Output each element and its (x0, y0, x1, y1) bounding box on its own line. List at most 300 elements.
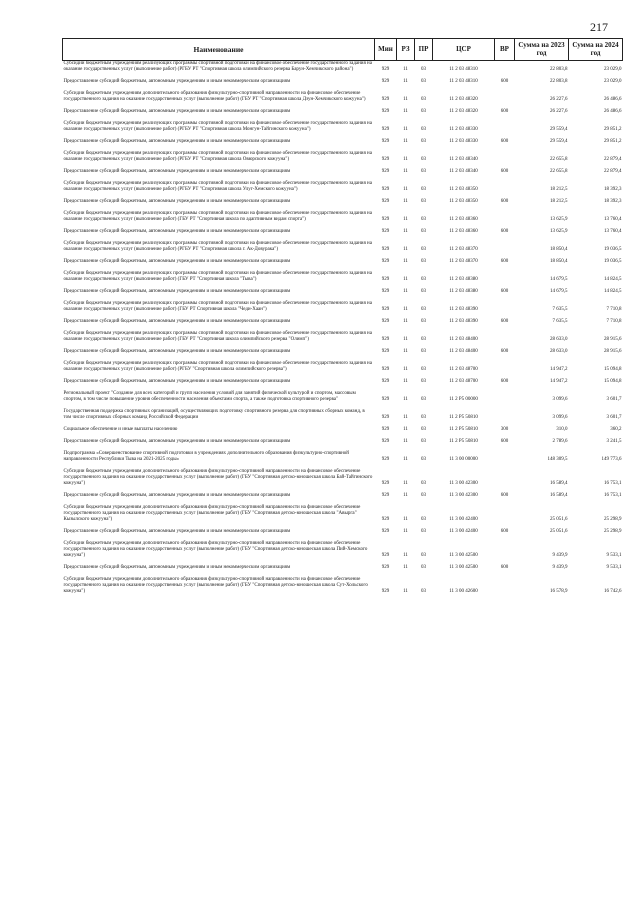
row-rz: 11 (403, 229, 408, 234)
budget-table (62, 38, 623, 601)
row-vr: 600 (500, 199, 509, 204)
row-sum-2024: 3 601,7 (606, 415, 622, 420)
row-pr: 03 (421, 97, 426, 102)
row-name: Субсидии бюджетным учреждениям реализующих программы спортивной подготовки на финансовое обеспечение государственного задания на оказание государственных услуг (выполнение работ) (ГБУ РТ "Спортивная школа олимпийского резерва "Олимп") (63, 331, 372, 342)
row-min: 929 (381, 517, 390, 522)
row-csr: 11 2 03 48700 (449, 379, 478, 384)
row-min: 929 (381, 127, 390, 132)
row-vr (495, 211, 515, 223)
row-vr: 600 (500, 139, 509, 144)
row-rz: 11 (403, 217, 408, 222)
row-min: 929 (381, 217, 390, 222)
row-name: Субсидии бюджетным учреждениям реализующих программы спортивной подготовки на финансовое обеспечение государственного задания на оказание государственных услуг (выполнение работ) (ГБУ РТ "Спортивная школа "Тыва") (63, 271, 372, 282)
row-csr: 11 2 03 48700 (449, 367, 478, 372)
row-vr: 600 (500, 319, 509, 324)
row-csr: 11 3 00 42400 (449, 517, 478, 522)
row-sum-2024: 26 486,6 (604, 97, 622, 102)
row-pr: 03 (421, 229, 426, 234)
row-name: Предоставление субсидий бюджетным, автономным учреждениям и иным некоммерческим организациям (63, 229, 291, 234)
row-min: 929 (381, 367, 390, 372)
row-sum-2024: 26 486,6 (604, 109, 622, 114)
row-sum-2023: 7 635,5 (552, 307, 568, 312)
row-pr: 03 (421, 379, 426, 384)
row-rz: 11 (403, 439, 408, 444)
row-csr: 11 2 03 48330 (449, 127, 478, 132)
row-name: Субсидии бюджетным учреждениям дополнительного образования физкультурно-спортивной направленности на финансовое обеспечение государственного задания на оказание государственных услуг (выполнение работ) (ГБУ РТ "Спортивная школа Дзун-Хемчикского кожууна") (63, 91, 366, 102)
row-vr (495, 451, 515, 463)
row-csr: 11 3 00 42500 (449, 553, 478, 558)
row-name: Предоставление субсидий бюджетным, автономным учреждениям и иным некоммерческим организациям (63, 349, 291, 354)
row-sum-2023: 14 679,5 (550, 289, 568, 294)
row-sum-2023: 3 099,6 (552, 415, 568, 420)
row-csr: 11 3 00 42300 (449, 481, 478, 486)
row-sum-2024: 19 036,5 (604, 259, 622, 264)
row-name: Субсидии бюджетным учреждениям реализующих программы спортивной подготовки на финансовое обеспечение государственного задания на оказание государственных услуг (выполнение работ) (РГБУ РТ "Спортивная школа Овюрского кожууна") (63, 151, 372, 162)
row-vr (495, 121, 515, 133)
table-row (63, 469, 623, 487)
row-csr: 11 2 03 48360 (449, 229, 478, 234)
row-csr: 11 2 P5 00000 (449, 397, 478, 402)
row-pr: 03 (421, 109, 426, 114)
row-csr: 11 2 03 48350 (449, 187, 478, 192)
row-pr: 03 (421, 553, 426, 558)
row-rz: 11 (403, 379, 408, 384)
row-sum-2023: 148 309,5 (547, 457, 568, 462)
row-sum-2024: 16 742,6 (604, 589, 622, 594)
row-sum-2023: 18 850,4 (550, 259, 568, 264)
row-csr: 11 2 P5 50810 (449, 439, 478, 444)
row-pr: 03 (421, 493, 426, 498)
row-name: Предоставление субсидий бюджетным, автономным учреждениям и иным некоммерческим организациям (63, 565, 291, 570)
row-pr: 03 (421, 589, 426, 594)
row-sum-2023: 13 625,9 (550, 229, 568, 234)
table-row (63, 151, 623, 163)
row-pr: 03 (421, 289, 426, 294)
row-csr: 11 3 00 42600 (449, 589, 478, 594)
row-vr (495, 151, 515, 163)
row-vr: 300 (500, 427, 509, 432)
row-min: 929 (381, 589, 390, 594)
row-name: Субсидии бюджетным учреждениям реализующих программы спортивной подготовки на финансовое обеспечение государственного задания на оказание государственных услуг (выполнение работ) (ГБУ РТ "Спортивная школа по адаптивным видам спорта") (63, 211, 372, 222)
table-row (63, 181, 623, 193)
row-rz: 11 (403, 139, 408, 144)
row-csr: 11 3 00 42400 (449, 529, 478, 534)
row-vr: 600 (500, 493, 509, 498)
row-sum-2023: 29 559,4 (550, 139, 568, 144)
row-sum-2024: 14 824,5 (604, 277, 622, 282)
row-name: Предоставление субсидий бюджетным, автономным учреждениям и иным некоммерческим организациям (63, 289, 291, 294)
row-rz: 11 (403, 67, 408, 72)
row-rz: 11 (403, 169, 408, 174)
row-spacer (63, 595, 623, 601)
row-csr: 11 3 00 00000 (449, 457, 478, 462)
row-sum-2023: 16 589,4 (550, 493, 568, 498)
row-min: 929 (381, 397, 390, 402)
row-name: Предоставление субсидий бюджетным, автономным учреждениям и иным некоммерческим организациям (63, 199, 291, 204)
header-min: Мин (375, 39, 397, 61)
row-name: Субсидии бюджетным учреждениям дополнительного образования физкультурно-спортивной направленности на финансовое обеспечение государственного задания на оказание государственных услуг (выполнение работ) (ГБУ "Спортивная детско-юношеская школа Пий-Хемского кожууна") (63, 541, 368, 558)
row-pr: 03 (421, 415, 426, 420)
row-rz: 11 (403, 529, 408, 534)
table-row (63, 241, 623, 253)
row-csr: 11 2 03 48390 (449, 307, 478, 312)
row-pr: 03 (421, 319, 426, 324)
row-rz: 11 (403, 589, 408, 594)
row-name: Субсидии бюджетным учреждениям реализующих программы спортивной подготовки на финансовое обеспечение государственного задания на оказание государственных услуг (выполнение работ) (РГБУ РТ "Спортивная школа г. Ак-Довурака") (63, 241, 372, 252)
row-vr (495, 271, 515, 283)
row-csr: 11 2 03 48370 (449, 247, 478, 252)
row-sum-2024: 22 879,4 (604, 169, 622, 174)
row-vr (495, 91, 515, 103)
row-sum-2023: 16 589,4 (550, 481, 568, 486)
row-rz: 11 (403, 319, 408, 324)
row-sum-2024: 25 298,9 (604, 529, 622, 534)
row-sum-2024: 18 392,3 (604, 199, 622, 204)
row-pr: 03 (421, 307, 426, 312)
row-min: 929 (381, 259, 390, 264)
row-rz: 11 (403, 259, 408, 264)
row-rz: 11 (403, 553, 408, 558)
table-row (63, 391, 623, 403)
row-pr: 03 (421, 457, 426, 462)
row-min: 929 (381, 415, 390, 420)
row-min: 929 (381, 337, 390, 342)
row-sum-2024: 13 760,4 (604, 229, 622, 234)
row-pr: 03 (421, 67, 426, 72)
row-vr: 600 (500, 529, 509, 534)
row-min: 929 (381, 97, 390, 102)
row-name: Субсидии бюджетным учреждениям дополнительного образования физкультурно-спортивной направленности на финансовое обеспечение государственного задания на оказание государственных услуг (выполнение работ) (ГБУ "Спортивная детско-юношеская школа "Авырга" Кызылского кожууна") (63, 505, 361, 522)
row-name: Социальное обеспечение и иные выплаты населению (63, 427, 178, 432)
row-min: 929 (381, 187, 390, 192)
row-pr: 03 (421, 277, 426, 282)
row-sum-2024: 16 753,1 (604, 481, 622, 486)
row-sum-2024: 3 241,5 (606, 439, 622, 444)
row-sum-2023: 18 212,5 (550, 199, 568, 204)
row-sum-2023: 26 227,6 (550, 97, 568, 102)
row-vr (495, 505, 515, 523)
row-sum-2023: 25 051,6 (550, 517, 568, 522)
row-pr: 03 (421, 481, 426, 486)
row-sum-2024: 15 094,8 (604, 367, 622, 372)
row-sum-2024: 19 036,5 (604, 247, 622, 252)
row-sum-2024: 9 533,1 (606, 553, 622, 558)
header-rz: РЗ (397, 39, 415, 61)
row-pr: 03 (421, 79, 426, 84)
row-sum-2024: 28 915,6 (604, 337, 622, 342)
row-name: Субсидии бюджетным учреждениям дополнительного образования физкультурно-спортивной направленности на финансовое обеспечение государственного задания на оказание государственных услуг (выполнение работ) (ГБУ "Спортивная детско-юношеская школа Бай-Тайгинского кожууна") (63, 469, 373, 486)
row-csr: 11 2 03 48320 (449, 97, 478, 102)
row-pr: 03 (421, 367, 426, 372)
row-rz: 11 (403, 565, 408, 570)
row-min: 929 (381, 565, 390, 570)
row-min: 929 (381, 319, 390, 324)
row-min: 929 (381, 493, 390, 498)
row-pr: 03 (421, 337, 426, 342)
row-sum-2024: 15 094,8 (604, 379, 622, 384)
row-name: Региональный проект "Создание для всех категорий и групп населения условий для занятий физической культурой и спортом, массовым спортом, в том числе повышение уровня обеспеченности населения объектами спорта, а также подготовка спортивного резерва" (63, 391, 356, 402)
row-sum-2023: 28 633,0 (550, 337, 568, 342)
row-csr: 11 3 00 42300 (449, 493, 478, 498)
row-vr: 600 (500, 169, 509, 174)
row-vr: 600 (500, 79, 509, 84)
table-row (63, 211, 623, 223)
row-csr: 11 2 03 48380 (449, 289, 478, 294)
row-min: 929 (381, 427, 390, 432)
row-rz: 11 (403, 349, 408, 354)
table-row (63, 61, 623, 74)
row-csr: 11 2 03 48360 (449, 217, 478, 222)
row-csr: 11 3 00 42500 (449, 565, 478, 570)
row-min: 929 (381, 199, 390, 204)
row-name: Предоставление субсидий бюджетным, автономным учреждениям и иным некоммерческим организациям (63, 379, 291, 384)
row-pr: 03 (421, 139, 426, 144)
row-rz: 11 (403, 289, 408, 294)
table-row (63, 451, 623, 463)
row-csr: 11 2 P5 50810 (449, 415, 478, 420)
row-rz: 11 (403, 157, 408, 162)
row-name: Предоставление субсидий бюджетным, автономным учреждениям и иным некоммерческим организациям (63, 319, 291, 324)
row-vr (495, 361, 515, 373)
row-sum-2024: 360,2 (610, 427, 622, 432)
row-vr (495, 61, 515, 74)
row-name: Подпрограмма «Совершенствование спортивной подготовки в учреждениях дополнительного образования физкультурно-спортивной направленности Республики Тыва на 2021-2025 годы» (63, 451, 349, 462)
row-csr: 11 2 03 48340 (449, 157, 478, 162)
row-sum-2024: 23 029,0 (604, 79, 622, 84)
row-sum-2023: 2 789,6 (552, 439, 568, 444)
row-csr: 11 2 03 48370 (449, 259, 478, 264)
row-pr: 03 (421, 259, 426, 264)
row-min: 929 (381, 307, 390, 312)
row-sum-2023: 14 947,2 (550, 367, 568, 372)
row-pr: 03 (421, 247, 426, 252)
row-vr (495, 541, 515, 559)
header-vr: ВР (495, 39, 515, 61)
row-pr: 03 (421, 517, 426, 522)
page-number: 217 (590, 20, 608, 34)
row-vr: 600 (500, 379, 509, 384)
table-row (63, 91, 623, 103)
row-rz: 11 (403, 367, 408, 372)
row-rz: 11 (403, 427, 408, 432)
row-name: Предоставление субсидий бюджетным, автономным учреждениям и иным некоммерческим организациям (63, 529, 291, 534)
row-sum-2023: 22 655,8 (550, 157, 568, 162)
row-name: Субсидии бюджетным учреждениям реализующих программы спортивной подготовки на финансовое обеспечение государственного задания на оказание государственных услуг (выполнение работ) (РГБУ РТ "Спортивная школа Монгун-Тайгинского кожууна") (63, 121, 372, 132)
row-sum-2023: 13 625,9 (550, 217, 568, 222)
row-sum-2024: 28 915,6 (604, 349, 622, 354)
row-csr: 11 2 03 48310 (449, 67, 478, 72)
row-vr (495, 409, 515, 421)
row-sum-2023: 22 803,8 (550, 79, 568, 84)
row-rz: 11 (403, 481, 408, 486)
row-vr (495, 391, 515, 403)
row-sum-2023: 14 947,2 (550, 379, 568, 384)
row-min: 929 (381, 229, 390, 234)
table-row (63, 361, 623, 373)
row-sum-2023: 7 635,5 (552, 319, 568, 324)
row-vr (495, 301, 515, 313)
row-sum-2024: 7 710,8 (606, 319, 622, 324)
row-vr: 600 (500, 349, 509, 354)
row-name: Субсидии бюджетным учреждениям реализующих программы спортивной подготовки на финансовое обеспечение государственного задания на оказание государственных услуг (выполнение работ) (РГБУ "Спортивная школа олимпийского резерва") (63, 361, 372, 372)
row-csr: 11 2 03 48320 (449, 109, 478, 114)
row-min: 929 (381, 481, 390, 486)
row-sum-2024: 9 533,1 (606, 565, 622, 570)
row-name: Предоставление субсидий бюджетным, автономным учреждениям и иным некоммерческим организациям (63, 259, 291, 264)
table-row (63, 331, 623, 343)
row-vr: 600 (500, 109, 509, 114)
row-rz: 11 (403, 457, 408, 462)
row-name: Субсидии бюджетным учреждениям реализующих программы спортивной подготовки на финансовое обеспечение государственного задания на оказание государственных услуг (выполнение работ) (РГБУ РТ "Спортивная школа олимпийского резерва Барун-Хемчикского района") (63, 61, 372, 72)
row-sum-2024: 29 851,2 (604, 127, 622, 132)
row-csr: 11 2 03 48400 (449, 337, 478, 342)
row-name: Субсидии бюджетным учреждениям дополнительного образования физкультурно-спортивной направленности на финансовое обеспечение государственного задания на оказание государственных услуг (выполнение работ) (ГБУ "Спортивная детско-юношеская школа Сут-Хольского кожууна") (63, 577, 368, 594)
row-min: 929 (381, 109, 390, 114)
row-rz: 11 (403, 247, 408, 252)
row-pr: 03 (421, 439, 426, 444)
row-sum-2024: 14 824,5 (604, 289, 622, 294)
row-sum-2024: 22 879,4 (604, 157, 622, 162)
row-spacer-cell (63, 595, 623, 601)
row-csr: 11 2 P5 50810 (449, 427, 478, 432)
header-sum-2023: Сумма на 2023 год (515, 39, 569, 61)
row-name: Предоставление субсидий бюджетным, автономным учреждениям и иным некоммерческим организациям (63, 79, 291, 84)
row-sum-2023: 18 212,5 (550, 187, 568, 192)
row-sum-2023: 22 803,8 (550, 67, 568, 72)
row-rz: 11 (403, 97, 408, 102)
row-min: 929 (381, 169, 390, 174)
row-sum-2023: 18 850,4 (550, 247, 568, 252)
row-vr: 600 (500, 259, 509, 264)
row-csr: 11 2 03 48330 (449, 139, 478, 144)
row-sum-2024: 7 710,8 (606, 307, 622, 312)
row-sum-2024: 16 753,1 (604, 493, 622, 498)
row-sum-2024: 13 760,4 (604, 217, 622, 222)
row-sum-2023: 22 655,8 (550, 169, 568, 174)
row-pr: 03 (421, 169, 426, 174)
row-rz: 11 (403, 199, 408, 204)
row-sum-2024: 149 773,6 (601, 457, 622, 462)
row-sum-2024: 18 392,3 (604, 187, 622, 192)
row-pr: 03 (421, 427, 426, 432)
row-sum-2023: 25 051,6 (550, 529, 568, 534)
row-name: Предоставление субсидий бюджетным, автономным учреждениям и иным некоммерческим организациям (63, 439, 291, 444)
table-row (63, 271, 623, 283)
row-min: 929 (381, 349, 390, 354)
row-name: Государственная поддержка спортивных организаций, осуществляющих подготовку спортивного резерва для спортивных сборных команд, в том числе спортивных сборных команд Российской Федерации (63, 409, 365, 420)
row-pr: 03 (421, 217, 426, 222)
row-pr: 03 (421, 127, 426, 132)
row-pr: 03 (421, 187, 426, 192)
row-min: 929 (381, 277, 390, 282)
row-name: Предоставление субсидий бюджетным, автономным учреждениям и иным некоммерческим организациям (63, 169, 291, 174)
row-vr: 600 (500, 229, 509, 234)
row-rz: 11 (403, 415, 408, 420)
row-sum-2024: 3 601,7 (606, 397, 622, 402)
row-sum-2023: 9 439,9 (552, 553, 568, 558)
row-pr: 03 (421, 349, 426, 354)
table-row (63, 505, 623, 523)
row-sum-2024: 23 029,0 (604, 67, 622, 72)
row-vr: 600 (500, 439, 509, 444)
row-name: Предоставление субсидий бюджетным, автономным учреждениям и иным некоммерческим организациям (63, 139, 291, 144)
row-min: 929 (381, 67, 390, 72)
row-min: 929 (381, 379, 390, 384)
row-min: 929 (381, 139, 390, 144)
row-pr: 03 (421, 565, 426, 570)
table-row (63, 577, 623, 595)
row-vr: 600 (500, 565, 509, 570)
row-vr (495, 181, 515, 193)
row-vr (495, 331, 515, 343)
row-vr (495, 469, 515, 487)
row-csr: 11 2 03 48350 (449, 199, 478, 204)
row-vr: 600 (500, 289, 509, 294)
row-rz: 11 (403, 307, 408, 312)
row-csr: 11 2 03 48340 (449, 169, 478, 174)
table-row (63, 121, 623, 133)
row-sum-2024: 25 298,9 (604, 517, 622, 522)
row-csr: 11 2 03 48380 (449, 277, 478, 282)
row-sum-2023: 310,0 (556, 427, 568, 432)
row-vr (495, 577, 515, 595)
row-min: 929 (381, 79, 390, 84)
row-sum-2023: 14 679,5 (550, 277, 568, 282)
row-name: Субсидии бюджетным учреждениям реализующих программы спортивной подготовки на финансовое обеспечение государственного задания на оказание государственных услуг (выполнение работ) (РГБУ РТ "Спортивная школа Улуг-Хемского кожууна") (63, 181, 372, 192)
row-csr: 11 2 03 48390 (449, 319, 478, 324)
table-row (63, 541, 623, 559)
row-min: 929 (381, 553, 390, 558)
row-sum-2024: 29 851,2 (604, 139, 622, 144)
row-min: 929 (381, 457, 390, 462)
row-pr: 03 (421, 199, 426, 204)
table-row (63, 301, 623, 313)
row-name: Субсидии бюджетным учреждениям реализующих программы спортивной подготовки на финансовое обеспечение государственного задания на оказание государственных услуг (выполнение работ) (ГБУ РТ Спортивная школа "Чеди-Хаан") (63, 301, 372, 312)
row-pr: 03 (421, 157, 426, 162)
row-rz: 11 (403, 493, 408, 498)
row-min: 929 (381, 439, 390, 444)
row-rz: 11 (403, 79, 408, 84)
row-rz: 11 (403, 127, 408, 132)
row-pr: 03 (421, 397, 426, 402)
row-min: 929 (381, 157, 390, 162)
table-header-row (63, 39, 623, 61)
row-name: Предоставление субсидий бюджетным, автономным учреждениям и иным некоммерческим организациям (63, 109, 291, 114)
header-pr: ПР (415, 39, 433, 61)
row-rz: 11 (403, 187, 408, 192)
header-sum-2024: Сумма на 2024 год (569, 39, 623, 61)
row-vr (495, 241, 515, 253)
row-rz: 11 (403, 517, 408, 522)
row-min: 929 (381, 529, 390, 534)
row-rz: 11 (403, 337, 408, 342)
row-sum-2023: 9 439,9 (552, 565, 568, 570)
row-rz: 11 (403, 277, 408, 282)
row-sum-2023: 16 578,9 (550, 589, 568, 594)
row-min: 929 (381, 247, 390, 252)
row-name: Предоставление субсидий бюджетным, автономным учреждениям и иным некоммерческим организациям (63, 493, 291, 498)
row-sum-2023: 26 227,6 (550, 109, 568, 114)
row-csr: 11 2 03 48400 (449, 349, 478, 354)
header-name: Наименование (63, 39, 375, 61)
row-pr: 03 (421, 529, 426, 534)
row-min: 929 (381, 289, 390, 294)
table-row (63, 409, 623, 421)
header-csr: ЦСР (433, 39, 495, 61)
row-csr: 11 2 03 48310 (449, 79, 478, 84)
row-sum-2023: 3 099,6 (552, 397, 568, 402)
row-rz: 11 (403, 109, 408, 114)
